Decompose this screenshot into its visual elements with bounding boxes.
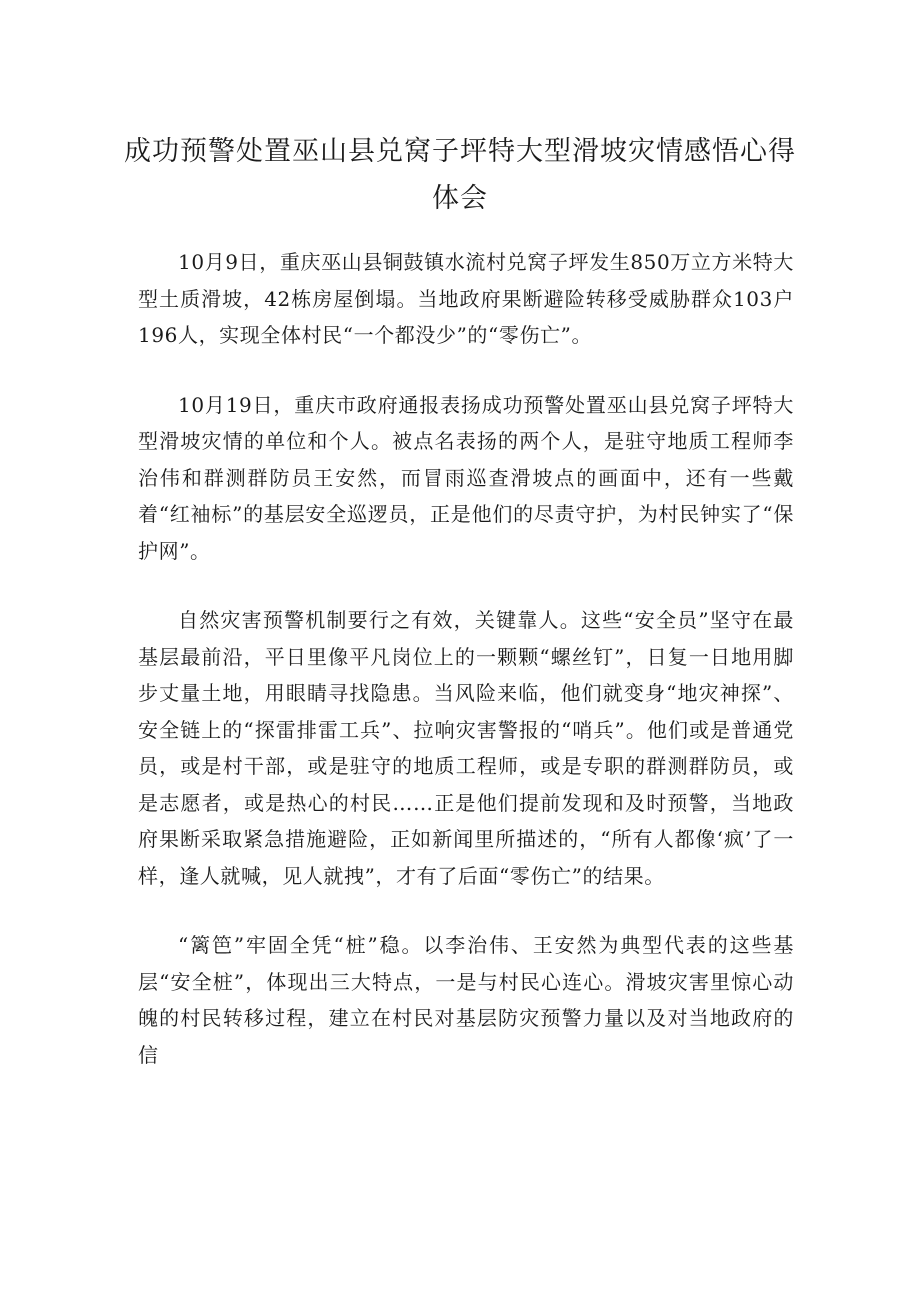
paragraph: “篱笆”牢固全凭“桩”稳。以李治伟、王安然为典型代表的这些基层“安全桩”，体现出三大特点，一是与村民心连心。滑坡灾害里惊心动魄的村民转移过程，建立在村民对基层防灾预警力量以及对当地政府的信 bbox=[138, 933, 794, 1067]
paragraph: 10月19日，重庆市政府通报表扬成功预警处置巫山县兑窝子坪特大型滑坡灾情的单位和个人。被点名表扬的两个人，是驻守地质工程师李治伟和群测群防员王安然，而冒雨巡查滑坡点的画面中，还有一些戴着“红袖标”的基层安全巡逻员，正是他们的尽责守护，为村民钟实了“保护网”。 bbox=[138, 392, 794, 563]
document-body bbox=[138, 244, 794, 1106]
paragraph: 10月9日，重庆巫山县铜鼓镇水流村兑窝子坪发生850万立方米特大型土质滑坡，42栋房屋倒塌。当地政府果断避险转移受威胁群众103户196人，实现全体村民“一个都没少”的“零伤亡”。 bbox=[138, 250, 794, 347]
paragraph: 自然灾害预警机制要行之有效，关键靠人。这些“安全员”坚守在最基层最前沿，平日里像平凡岗位上的一颗颗“螺丝钉”，日复一日地用脚步丈量土地，用眼睛寻找隐患。当风险来临，他们就变身“地灾神探”、安全链上的“探雷排雷工兵”、拉响灾害警报的“哨兵”。他们或是普通党员，或是村干部，或是驻守的地质工程师，或是专职的群测群防员，或是志愿者，或是热心的村民……正是他们提前发现和及时预警，当地政府果断采取紧急措施避险，正如新闻里所描述的，“所有人都像‘疯’了一样，逢人就喊，见人就拽”，才有了后面“零伤亡”的结果。 bbox=[138, 608, 794, 888]
page-title: 成功预警处置巫山县兑窝子坪特大型滑坡灾情感悟心得体会 bbox=[124, 136, 796, 214]
